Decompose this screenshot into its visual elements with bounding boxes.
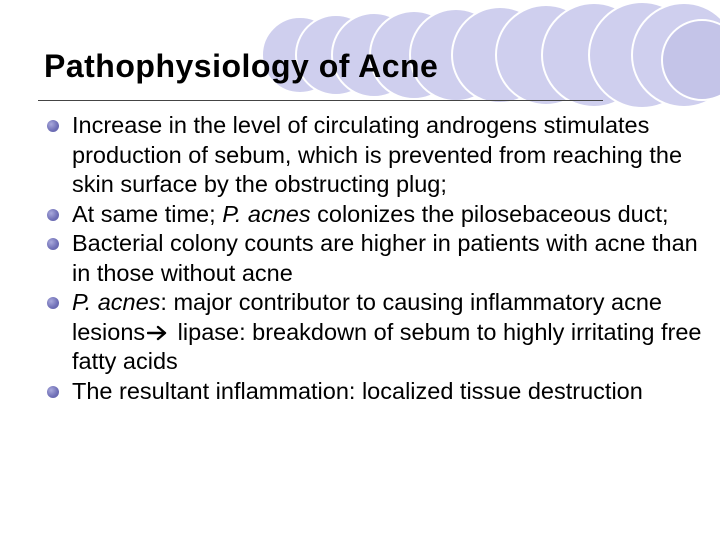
- bullet-text-mid: : major contributor to causing inflammatory acne lesions: [72, 289, 662, 345]
- bullet-item: [45, 288, 717, 377]
- bullet-dot-icon: [47, 297, 59, 309]
- bullet-dot-icon: [47, 386, 59, 398]
- bullet-item: [45, 229, 717, 288]
- bullet-text: The resultant inflammation: localized tissue destruction: [72, 377, 643, 404]
- bullet-text-pre: At same time;: [72, 200, 223, 227]
- bullet-list: [45, 111, 717, 406]
- bullet-text-post: colonizes the pilosebaceous duct;: [310, 200, 669, 227]
- bullet-text-italic: P. acnes: [222, 200, 311, 227]
- bullet-item: [45, 200, 717, 230]
- bullet-dot-icon: [47, 209, 59, 221]
- bullet-item: [45, 111, 717, 200]
- bullet-item: [45, 377, 717, 407]
- slide-title: Pathophysiology of Acne: [44, 48, 439, 84]
- right-arrow-icon: [147, 325, 169, 341]
- bullet-text-post: lipase: breakdown of sebum to highly irritating free fatty acids: [72, 318, 702, 374]
- bullet-text: Bacterial colony counts are higher in patients with acne than in those without acne: [72, 230, 698, 286]
- title-divider: [38, 100, 603, 101]
- bullet-dot-icon: [47, 120, 59, 132]
- bullet-text-italic: P. acnes: [72, 289, 161, 315]
- bullet-text: Increase in the level of circulating androgens stimulates production of sebum, which is prevented from reaching the skin surface by the obstructing plug;: [72, 112, 683, 197]
- bullet-dot-icon: [47, 238, 59, 250]
